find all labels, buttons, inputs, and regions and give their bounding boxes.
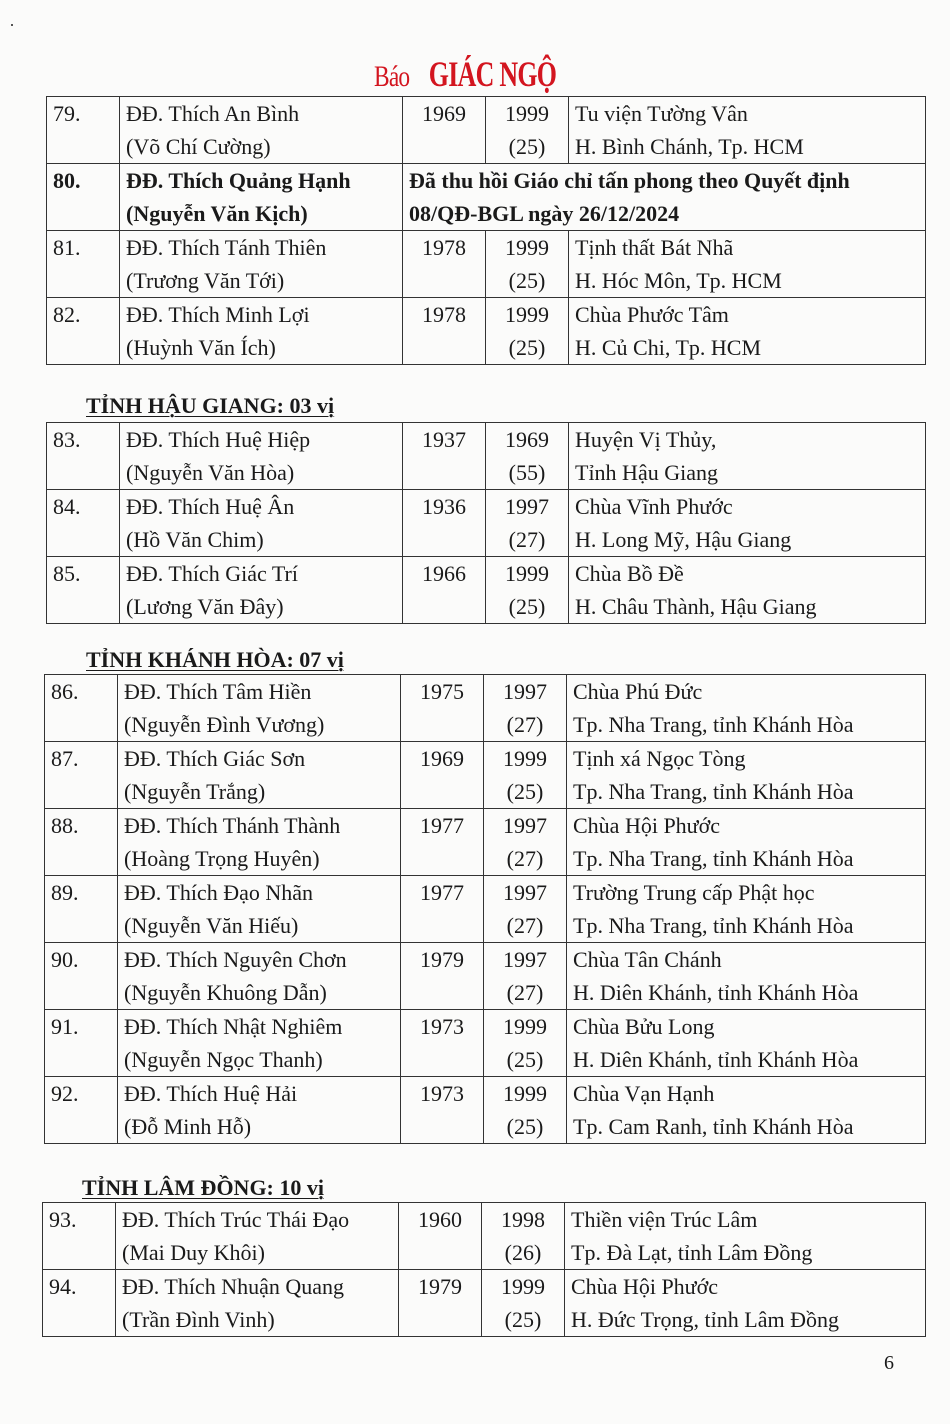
ordination-cell (486, 298, 569, 365)
dharma-name: ĐĐ. Thích Trúc Thái Đạo (122, 1207, 350, 1232)
lay-name: (Mai Duy Khôi) (122, 1240, 265, 1265)
row-number-text: 80. (53, 168, 81, 193)
location: Tp. Cam Ranh, tỉnh Khánh Hòa (573, 1114, 854, 1139)
location: Tỉnh Hậu Giang (575, 460, 718, 485)
row-number-text: 90. (51, 947, 79, 972)
lay-name: (Nguyễn Văn Hòa) (126, 460, 295, 485)
dharma-name: ĐĐ. Thích Nguyên Chơn (124, 947, 347, 972)
section-title-khanh-hoa: TỈNH KHÁNH HÒA: 07 vị (86, 647, 344, 672)
row-number (47, 97, 120, 164)
ordination-cell (486, 423, 569, 490)
birth-year: 1979 (418, 1274, 462, 1299)
table-row (47, 298, 926, 365)
years-count: (27) (508, 527, 546, 552)
birth-year: 1973 (420, 1014, 464, 1039)
ordination-cell (484, 876, 567, 943)
row-number-text: 79. (53, 101, 81, 126)
location: Tp. Nha Trang, tỉnh Khánh Hòa (573, 846, 854, 871)
place-cell (567, 943, 926, 1010)
ordination-year: 1999 (505, 101, 549, 126)
row-number-text: 86. (51, 679, 79, 704)
years-count: (26) (504, 1240, 542, 1265)
dharma-name: ĐĐ. Thích Nhuận Quang (122, 1274, 344, 1299)
birth-year-cell (403, 97, 486, 164)
temple-name: Chùa Phú Đức (573, 679, 703, 704)
row-number (47, 423, 120, 490)
row-number (43, 1203, 116, 1270)
ordination-year: 1999 (503, 1081, 547, 1106)
birth-year-cell (403, 557, 486, 624)
years-count: (25) (504, 1307, 542, 1332)
section-title-hau-giang: TỈNH HẬU GIANG: 03 vị (86, 393, 335, 418)
location: H. Hóc Môn, Tp. HCM (575, 268, 782, 293)
ordination-year: 1997 (503, 679, 547, 704)
years-count: (25) (508, 335, 546, 360)
name-cell (116, 1270, 399, 1337)
birth-year: 1937 (422, 427, 466, 452)
place-cell (567, 876, 926, 943)
temple-name: Tịnh xá Ngọc Tòng (573, 746, 746, 771)
records-table-hcm (46, 96, 926, 365)
temple-name: Huyện Vị Thủy, (575, 427, 717, 452)
ordination-year: 1997 (503, 880, 547, 905)
lay-name: (Nguyễn Khuông Dẫn) (124, 980, 327, 1005)
location: H. Củ Chi, Tp. HCM (575, 335, 762, 360)
row-number (47, 298, 120, 365)
row-number (45, 742, 118, 809)
birth-year: 1969 (422, 101, 466, 126)
ordination-cell (484, 809, 567, 876)
lay-name: (Hồ Văn Chim) (126, 527, 264, 552)
ordination-year: 1999 (505, 302, 549, 327)
temple-name: Chùa Vạn Hạnh (573, 1081, 715, 1106)
dharma-name: ĐĐ. Thích Quảng Hạnh (126, 168, 351, 193)
table-row (47, 557, 926, 624)
table-row (45, 675, 926, 742)
years-count: (25) (508, 594, 546, 619)
name-cell (118, 809, 401, 876)
years-count: (25) (508, 268, 546, 293)
name-cell (118, 1077, 401, 1144)
place-cell (569, 97, 926, 164)
row-number (47, 557, 120, 624)
name-cell (120, 423, 403, 490)
row-number-text: 88. (51, 813, 79, 838)
temple-name: Chùa Bồ Đề (575, 561, 684, 586)
location: Tp. Đà Lạt, tỉnh Lâm Đồng (571, 1240, 813, 1265)
name-cell (120, 298, 403, 365)
ordination-year: 1997 (503, 813, 547, 838)
dharma-name: ĐĐ. Thích Nhật Nghiêm (124, 1014, 343, 1039)
place-cell (565, 1270, 926, 1337)
ordination-cell (484, 943, 567, 1010)
name-cell (118, 675, 401, 742)
lay-name: (Nguyễn Văn Hiếu) (124, 913, 299, 938)
name-cell (118, 943, 401, 1010)
row-number-text: 87. (51, 746, 79, 771)
lay-name: (Lương Văn Đây) (126, 594, 284, 619)
row-number (45, 1077, 118, 1144)
birth-year: 1978 (422, 302, 466, 327)
lay-name: (Hoàng Trọng Huyên) (124, 846, 320, 871)
birth-year: 1973 (420, 1081, 464, 1106)
table-row (47, 231, 926, 298)
ordination-cell (484, 1010, 567, 1077)
birth-year-cell (403, 298, 486, 365)
place-cell (567, 809, 926, 876)
years-count: (25) (508, 134, 546, 159)
dharma-name: ĐĐ. Thích Giác Trí (126, 561, 298, 586)
location: H. Châu Thành, Hậu Giang (575, 594, 817, 619)
dharma-name: ĐĐ. Thích Tánh Thiên (126, 235, 327, 260)
table-row (47, 164, 926, 231)
birth-year: 1979 (420, 947, 464, 972)
ordination-cell (484, 742, 567, 809)
row-number (45, 809, 118, 876)
years-count: (55) (508, 460, 546, 485)
row-number-text: 91. (51, 1014, 79, 1039)
row-number (43, 1270, 116, 1337)
birth-year: 1960 (418, 1207, 462, 1232)
birth-year-cell (399, 1203, 482, 1270)
ordination-year: 1999 (503, 1014, 547, 1039)
ordination-year: 1999 (503, 746, 547, 771)
page-number: 6 (884, 1352, 894, 1374)
ordination-year: 1999 (505, 561, 549, 586)
birth-year-cell (401, 876, 484, 943)
place-cell (567, 1077, 926, 1144)
ordination-year: 1997 (503, 947, 547, 972)
place-cell (569, 231, 926, 298)
row-number (45, 876, 118, 943)
records-table-lam-dong (42, 1202, 926, 1337)
name-cell (116, 1203, 399, 1270)
row-number-text: 84. (53, 494, 81, 519)
lay-name: (Trần Đình Vinh) (122, 1307, 275, 1332)
years-count: (25) (506, 779, 544, 804)
birth-year-cell (401, 742, 484, 809)
table-row (45, 809, 926, 876)
scan-speck (11, 24, 13, 26)
birth-year: 1969 (420, 746, 464, 771)
dharma-name: ĐĐ. Thích Tâm Hiền (124, 679, 312, 704)
ordination-cell (486, 97, 569, 164)
temple-name: Trường Trung cấp Phật học (573, 880, 815, 905)
dharma-name: ĐĐ. Thích An Bình (126, 101, 300, 126)
temple-name: Chùa Hội Phước (571, 1274, 718, 1299)
name-cell (120, 231, 403, 298)
ordination-year: 1969 (505, 427, 549, 452)
lay-name: (Huỳnh Văn Ích) (126, 335, 276, 360)
temple-name: Thiền viện Trúc Lâm (571, 1207, 758, 1232)
table-row (43, 1203, 926, 1270)
section-title-lam-dong: TỈNH LÂM ĐỒNG: 10 vị (82, 1175, 324, 1200)
birth-year: 1977 (420, 813, 464, 838)
place-cell (569, 298, 926, 365)
row-number-text: 82. (53, 302, 81, 327)
row-number (45, 1010, 118, 1077)
birth-year: 1966 (422, 561, 466, 586)
place-cell (569, 557, 926, 624)
temple-name: Chùa Tân Chánh (573, 947, 722, 972)
row-number (47, 164, 120, 231)
birth-year-cell (403, 231, 486, 298)
years-count: (27) (506, 712, 544, 737)
name-cell (118, 742, 401, 809)
table-row (45, 1077, 926, 1144)
temple-name: Chùa Vĩnh Phước (575, 494, 733, 519)
dharma-name: ĐĐ. Thích Đạo Nhãn (124, 880, 313, 905)
years-count: (27) (506, 913, 544, 938)
dharma-name: ĐĐ. Thích Huệ Ân (126, 494, 295, 519)
table-row (47, 490, 926, 557)
ordination-cell (484, 1077, 567, 1144)
name-cell (120, 557, 403, 624)
newspaper-logo (0, 56, 950, 92)
ordination-cell (482, 1270, 565, 1337)
row-number-text: 83. (53, 427, 81, 452)
row-number-text: 85. (53, 561, 81, 586)
birth-year-cell (401, 1077, 484, 1144)
birth-year: 1978 (422, 235, 466, 260)
lay-name: (Nguyễn Trắng) (124, 779, 266, 804)
row-number-text: 94. (49, 1274, 77, 1299)
temple-name: Tu viện Tường Vân (575, 101, 748, 126)
birth-year-cell (401, 943, 484, 1010)
row-number-text: 81. (53, 235, 81, 260)
name-cell (118, 876, 401, 943)
table-row (45, 943, 926, 1010)
name-cell (120, 97, 403, 164)
ordination-cell (486, 557, 569, 624)
dharma-name: ĐĐ. Thích Huệ Hiệp (126, 427, 311, 452)
ordination-cell (484, 675, 567, 742)
lay-name: (Võ Chí Cường) (126, 134, 271, 159)
row-number-text: 92. (51, 1081, 79, 1106)
ordination-year: 1998 (501, 1207, 545, 1232)
birth-year-cell (401, 809, 484, 876)
table-row (45, 742, 926, 809)
name-cell (118, 1010, 401, 1077)
table-row (43, 1270, 926, 1337)
row-number (45, 675, 118, 742)
records-table-hau-giang (46, 422, 926, 624)
row-number-text: 93. (49, 1207, 77, 1232)
row-number (45, 943, 118, 1010)
place-cell (569, 423, 926, 490)
years-count: (27) (506, 980, 544, 1005)
birth-year: 1975 (420, 679, 464, 704)
name-cell (120, 164, 403, 231)
location: H. Bình Chánh, Tp. HCM (575, 134, 804, 159)
ordination-year: 1999 (501, 1274, 545, 1299)
birth-year-cell (403, 490, 486, 557)
row-number (47, 231, 120, 298)
location: H. Diên Khánh, tỉnh Khánh Hòa (573, 1047, 859, 1072)
birth-year-cell (399, 1270, 482, 1337)
birth-year: 1977 (420, 880, 464, 905)
temple-name: Chùa Bửu Long (573, 1014, 715, 1039)
dharma-name: ĐĐ. Thích Thánh Thành (124, 813, 341, 838)
ordination-cell (486, 231, 569, 298)
location: H. Diên Khánh, tỉnh Khánh Hòa (573, 980, 859, 1005)
birth-year-cell (401, 675, 484, 742)
table-row (45, 876, 926, 943)
revocation-note-line: Đã thu hồi Giáo chỉ tấn phong theo Quyết định (409, 168, 850, 193)
location: Tp. Nha Trang, tỉnh Khánh Hòa (573, 712, 854, 737)
location: Tp. Nha Trang, tỉnh Khánh Hòa (573, 779, 854, 804)
place-cell (567, 675, 926, 742)
temple-name: Chùa Phước Tâm (575, 302, 729, 327)
temple-name: Tịnh thất Bát Nhã (575, 235, 734, 260)
records-table-khanh-hoa (44, 674, 926, 1144)
dharma-name: ĐĐ. Thích Giác Sơn (124, 746, 306, 771)
location: H. Đức Trọng, tỉnh Lâm Đồng (571, 1307, 839, 1332)
ordination-cell (482, 1203, 565, 1270)
table-row (47, 423, 926, 490)
place-cell (565, 1203, 926, 1270)
lay-name: (Nguyễn Ngọc Thanh) (124, 1047, 323, 1072)
lay-name: (Trương Văn Tới) (126, 268, 285, 293)
years-count: (27) (506, 846, 544, 871)
logo-text-large: GIÁC NGỘ (428, 54, 556, 94)
place-cell (569, 490, 926, 557)
revocation-note (403, 164, 926, 231)
lay-name: (Đỗ Minh Hỗ) (124, 1114, 252, 1139)
lay-name: (Nguyễn Văn Kịch) (126, 201, 308, 226)
table-row (45, 1010, 926, 1077)
revocation-note-line: 08/QĐ-BGL ngày 26/12/2024 (409, 201, 680, 226)
dharma-name: ĐĐ. Thích Minh Lợi (126, 302, 310, 327)
place-cell (567, 742, 926, 809)
place-cell (567, 1010, 926, 1077)
ordination-year: 1999 (505, 235, 549, 260)
row-number-text: 89. (51, 880, 79, 905)
temple-name: Chùa Hội Phước (573, 813, 720, 838)
name-cell (120, 490, 403, 557)
lay-name: (Nguyễn Đình Vương) (124, 712, 325, 737)
location: Tp. Nha Trang, tỉnh Khánh Hòa (573, 913, 854, 938)
birth-year-cell (403, 423, 486, 490)
birth-year-cell (401, 1010, 484, 1077)
birth-year: 1936 (422, 494, 466, 519)
ordination-year: 1997 (505, 494, 549, 519)
years-count: (25) (506, 1047, 544, 1072)
ordination-cell (486, 490, 569, 557)
location: H. Long Mỹ, Hậu Giang (575, 527, 792, 552)
years-count: (25) (506, 1114, 544, 1139)
table-row (47, 97, 926, 164)
row-number (47, 490, 120, 557)
dharma-name: ĐĐ. Thích Huệ Hải (124, 1081, 298, 1106)
logo-text-small: Báo (374, 60, 410, 93)
